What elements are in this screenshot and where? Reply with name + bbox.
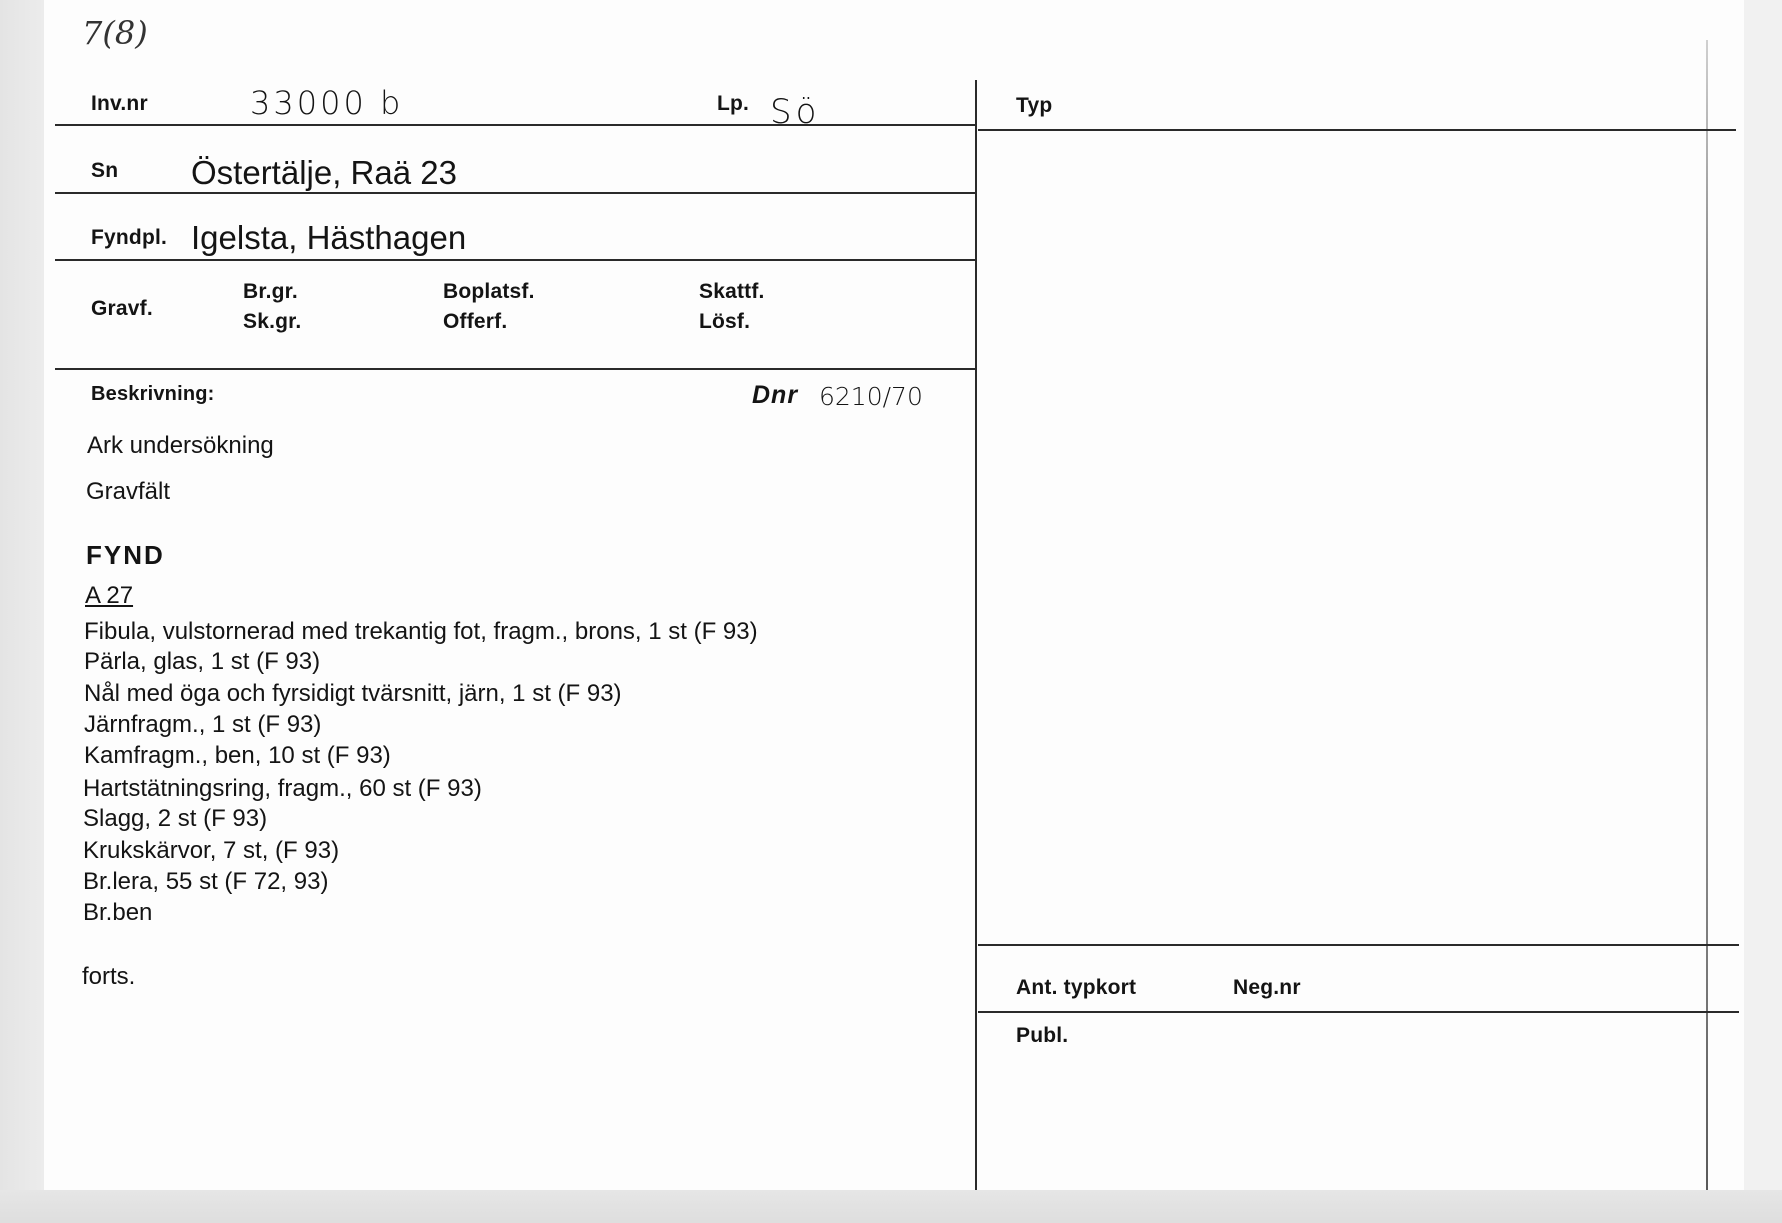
rule-categories (55, 368, 975, 370)
lp-value: Sö (770, 92, 821, 132)
dnr-value: 6210/70 (819, 382, 923, 411)
boplatsf-label: Boplatsf. (443, 280, 535, 303)
losf-label: Lösf. (699, 310, 751, 333)
neg-nr-label: Neg.nr (1233, 976, 1301, 999)
brgr-label: Br.gr. (243, 280, 298, 303)
find-item-8: Krukskärvor, 7 st, (F 93) (83, 837, 340, 864)
sn-value: Östertälje, Raä 23 (191, 154, 457, 191)
publ-label: Publ. (1016, 1024, 1069, 1047)
rule-fyndpl (55, 259, 975, 261)
scan-bottom-margin (0, 1190, 1782, 1223)
find-item-6: Hartstätningsring, fragm., 60 st (F 93) (83, 775, 482, 802)
fyndpl-value: Igelsta, Hästhagen (191, 219, 467, 256)
fynd-heading: FYND (86, 540, 165, 570)
rule-inv (55, 124, 975, 126)
rule-ant-typkort-bottom (978, 1011, 1739, 1013)
skgr-label: Sk.gr. (243, 310, 302, 333)
skattf-label: Skattf. (699, 280, 765, 303)
description-line-2: Gravfält (86, 478, 171, 505)
dnr-label: Dnr (752, 381, 799, 409)
find-item-2: Pärla, glas, 1 st (F 93) (84, 648, 321, 675)
handwritten-reference: 7(8) (82, 14, 148, 52)
column-divider (975, 80, 977, 1190)
offerf-label: Offerf. (443, 310, 508, 333)
find-item-1: Fibula, vulstornerad med trekantig fot, fragm., brons, 1 st (F 93) (84, 618, 758, 645)
typ-label: Typ (1016, 94, 1053, 117)
anlaggning-label: A 27 (85, 582, 134, 609)
rule-sn (55, 192, 975, 194)
find-item-4: Järnfragm., 1 st (F 93) (84, 711, 322, 738)
ant-typkort-label: Ant. typkort (1016, 976, 1137, 999)
find-item-3: Nål med öga och fyrsidigt tvärsnitt, järn, 1 st (F 93) (84, 680, 622, 707)
rule-typ (978, 129, 1736, 131)
find-item-7: Slagg, 2 st (F 93) (83, 805, 268, 832)
inv-nr-value: 33000 b (250, 84, 404, 122)
inv-nr-label: Inv.nr (91, 92, 148, 115)
lp-label: Lp. (717, 92, 750, 115)
forts-note: forts. (82, 963, 136, 990)
rule-ant-typkort-top (978, 944, 1739, 946)
fyndpl-label: Fyndpl. (91, 226, 168, 249)
sn-label: Sn (91, 159, 119, 182)
beskrivning-label: Beskrivning: (91, 383, 215, 405)
scan-left-margin (0, 0, 44, 1223)
gravf-label: Gravf. (91, 297, 153, 320)
description-line-1: Ark undersökning (87, 432, 274, 459)
find-item-10: Br.ben (83, 899, 153, 926)
card-right-edge (1706, 40, 1708, 1190)
find-item-9: Br.lera, 55 st (F 72, 93) (83, 868, 329, 895)
find-item-5: Kamfragm., ben, 10 st (F 93) (84, 742, 391, 769)
